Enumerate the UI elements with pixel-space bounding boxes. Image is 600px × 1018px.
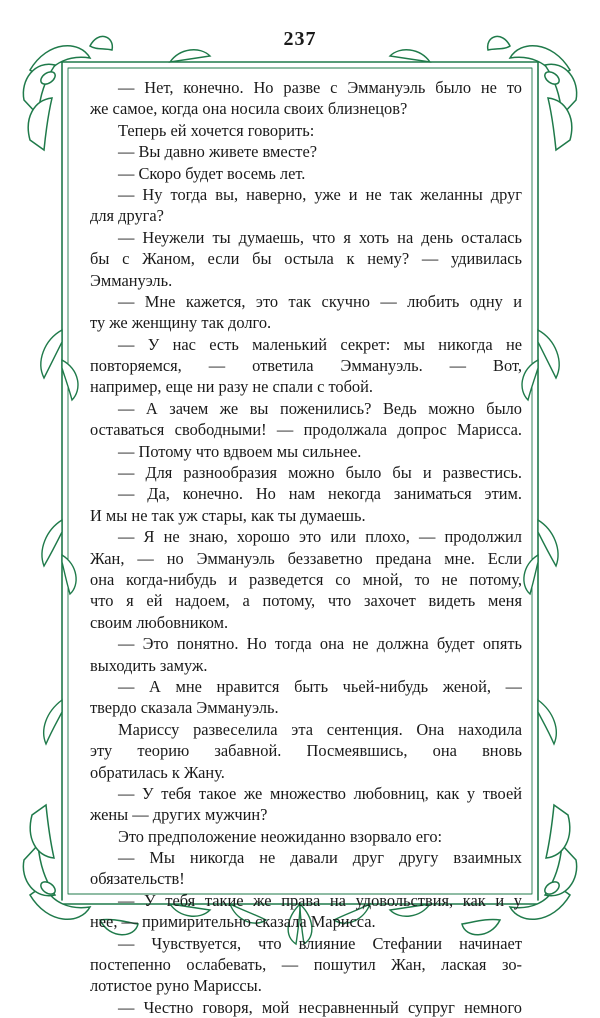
text-line: И мы не так уж стары, как ты думаешь.	[90, 505, 366, 525]
text-line: — Да, конечно. Но нам некогда заниматься этим.	[118, 484, 522, 504]
text-line: — А зачем же вы поженились? Ведь можно было	[118, 398, 522, 418]
text-line: — Мы никогда не давали друг другу взаимных	[118, 848, 522, 868]
text-line: — Неужели ты думаешь, что я хоть на день осталась	[118, 227, 522, 247]
text-line: — Я не знаю, хорошо это или плохо, — продолжил	[118, 527, 522, 547]
text-line: что я ей надоем, а потому, что захочет видеть меня	[90, 591, 522, 611]
text-line: эту теорию забавной. Посмеявшись, она вновь	[90, 741, 522, 761]
text-line: бы с Жаном, если бы остыла к нему? — удивилась	[90, 249, 522, 269]
text-line: — Это понятно. Но тогда она не должна будет опять	[118, 634, 522, 654]
text-line: — Вы давно живете вместе?	[118, 142, 318, 162]
text-line: своим любовником.	[90, 612, 229, 632]
text-line: обязательств!	[90, 869, 185, 889]
top-ornament	[170, 50, 430, 62]
text-line: для друга?	[90, 206, 164, 226]
text-line: — Чувствуется, что влияние Стефании начинает	[118, 933, 522, 953]
text-line: ту же женщину так долго.	[90, 313, 272, 333]
text-line: она когда-нибудь и разведется со мной, то не потому,	[90, 569, 522, 589]
text-line: — Мне кажется, это так скучно — любить одну и	[118, 291, 522, 311]
text-line: твердо сказала Эммануэль.	[90, 698, 279, 718]
text-line: — Ну тогда вы, наверно, уже и не так желанны друг	[118, 184, 522, 204]
text-line: лотистое руно Мариссы.	[90, 976, 262, 996]
text-line: постепенно ослабевать, — пошутил Жан, лаская зо-	[90, 955, 522, 975]
text-line: Это предположение неожиданно взорвало его:	[118, 826, 443, 846]
text-line: — А мне нравится быть чьей-нибудь женой, —	[118, 676, 522, 696]
text-line: Мариссу развеселила эта сентенция. Она находила	[118, 719, 522, 739]
text-line: обратилась к Жану.	[90, 762, 225, 782]
text-line: жены — других мужчин?	[90, 805, 268, 825]
side-ornament-left	[41, 330, 78, 744]
text-line: выходить замуж.	[90, 655, 208, 675]
text-line: — У тебя такие же права на удовольствия, как и у	[118, 890, 522, 910]
text-line: например, еще ни разу не спали с тобой.	[90, 377, 373, 397]
text-line: нее, — примирительно сказала Марисса.	[90, 912, 376, 932]
page-number: 237	[283, 28, 317, 50]
side-ornament-right	[522, 330, 559, 744]
text-line: Теперь ей хочется говорить:	[118, 120, 315, 140]
text-line: — Честно говоря, мой несравненный супруг немного	[118, 997, 522, 1017]
text-line: оставаться свободными! — продолжала допрос Марисса.	[90, 420, 522, 440]
text-line: — Для разнообразия можно было бы и развестись.	[118, 463, 522, 483]
text-line: же самое, когда она носила своих близнецов?	[90, 99, 408, 119]
text-line: Жан, — но Эммануэль беззаветно предана мне. Если	[90, 548, 522, 568]
text-line: Эммануэль.	[90, 270, 173, 290]
text-line: — Потому что вдвоем мы сильнее.	[118, 441, 362, 461]
body-text	[90, 77, 522, 1018]
text-line: — Нет, конечно. Но разве с Эммануэль было не то	[118, 78, 522, 97]
text-line: повторяемся, — ответила Эммануэль. — Вот,	[90, 356, 522, 376]
text-line: — У тебя такое же множество любовниц, как у твоей	[118, 783, 522, 803]
text-line: — У нас есть маленький секрет: мы никогда не	[118, 334, 522, 354]
text-line: — Скоро будет восемь лет.	[118, 163, 306, 183]
